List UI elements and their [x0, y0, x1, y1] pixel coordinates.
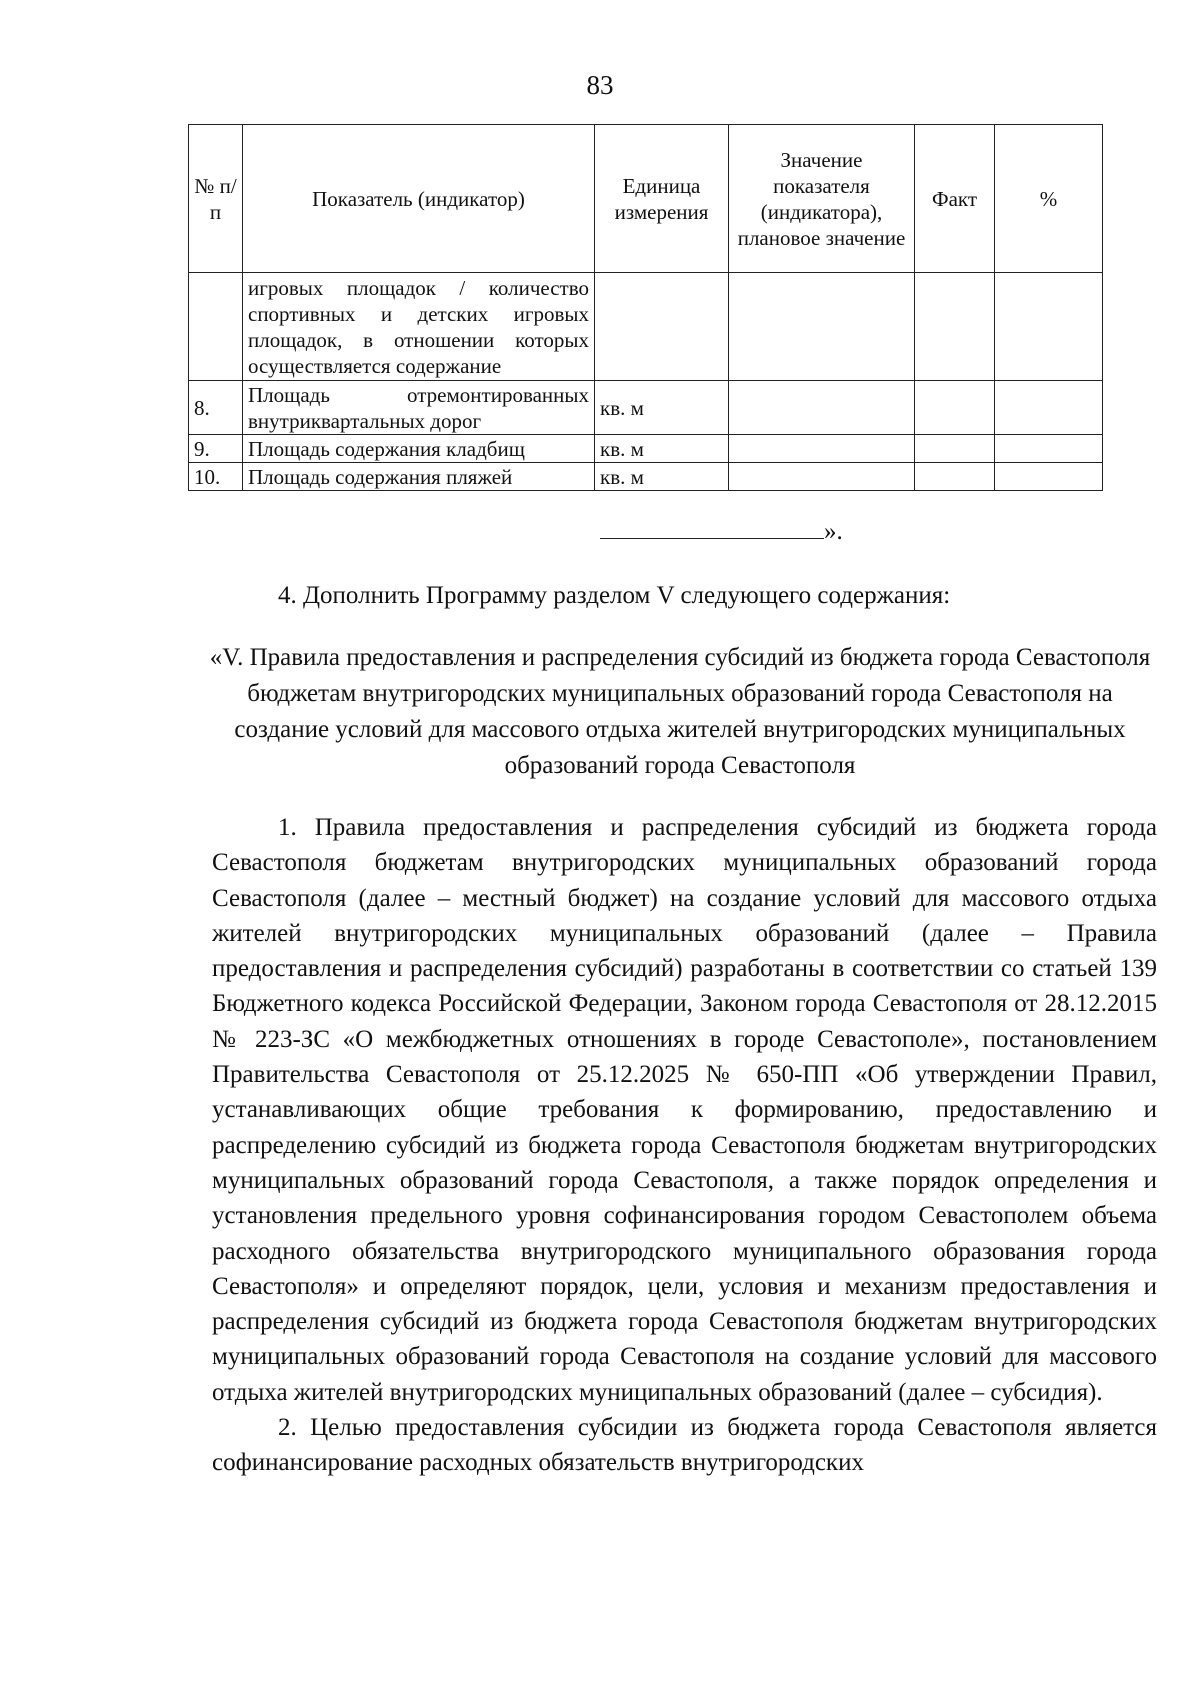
header-fact: Факт: [915, 125, 995, 273]
indicators-table: [188, 124, 1103, 491]
table-header-row: [189, 125, 1103, 273]
header-indicator: Показатель (индикатор): [243, 125, 595, 273]
header-planned: Значение показателя (индикатора), плановое значение: [729, 125, 915, 273]
table-closing-mark: [600, 518, 843, 546]
row-planned: [729, 381, 915, 435]
row-fact: [915, 273, 995, 381]
row-unit: кв. м: [595, 381, 729, 435]
row-fact: [915, 381, 995, 435]
row-planned: [729, 463, 915, 491]
header-num: № п/п: [189, 125, 243, 273]
row-fact: [915, 463, 995, 491]
row-indicator: Площадь содержания пляжей: [243, 463, 595, 491]
body-text: [212, 810, 1157, 1481]
row-num: 8.: [189, 381, 243, 435]
row-planned: [729, 435, 915, 463]
row-percent: [995, 381, 1103, 435]
table-row: [189, 435, 1103, 463]
row-indicator: Площадь содержания кладбищ: [243, 435, 595, 463]
paragraph-2: 2. Целью предоставления субсидии из бюджета города Севастополя является софинансирование расходных обязательств внутригородских: [212, 1414, 1157, 1477]
row-fact: [915, 435, 995, 463]
row-unit: [595, 273, 729, 381]
table-row: [189, 381, 1103, 435]
row-indicator: Площадь отремонтированных внутриквартальных дорог: [243, 381, 595, 435]
amendment-item: 4. Дополнить Программу разделом V следующего содержания:: [278, 582, 951, 609]
row-indicator: игровых площадок / количество спортивных и детских игровых площадок, в отношении которых осуществляется содержание: [243, 273, 595, 381]
row-unit: кв. м: [595, 435, 729, 463]
paragraph-1: 1. Правила предоставления и распределения субсидий из бюджета города Севастополя бюджетам внутригородских муниципальных образований города Севастополя (далее – местный бюджет) на создание условий для массового отдыха жителей внутригородских муниципальных образований (далее – Правила предоставления и распределения субсидий) разработаны в соответствии со статьей 139 Бюджетного кодекса Российской Федерации, Законом города Севастополя от 28.12.2015 № 223-ЗС «О межбюджетных отношениях в городе Севастополе», постановлением Правительства Севастополя от 25.12.2025 № 650-ПП «Об утверждении Правил, устанавливающих общие требования к формированию, предоставлению и распределению субсидий из бюджета города Севастополя бюджетам внутригородских муниципальных образований города Севастополя, а также порядок определения и установления предельного уровня софинансирования городом Севастополем объема расходного обязательства внутригородского муниципального образования города Севастополя» и определяют порядок, цели, условия и механизм предоставления и распределения субсидий из бюджета города Севастополя бюджетам внутригородских муниципальных образований города Севастополя на создание условий для массового отдыха жителей внутригородских муниципальных образований (далее – субсидия).: [212, 814, 1157, 1406]
row-percent: [995, 435, 1103, 463]
table-row: [189, 273, 1103, 381]
row-num: 10.: [189, 463, 243, 491]
page-number: 83: [586, 70, 614, 100]
closing-quote: ».: [824, 518, 843, 545]
header-unit: Единица измерения: [595, 125, 729, 273]
closing-underline: [600, 518, 824, 539]
row-planned: [729, 273, 915, 381]
row-percent: [995, 273, 1103, 381]
table-row: [189, 463, 1103, 491]
row-num: 9.: [189, 435, 243, 463]
section-heading: «V. Правила предоставления и распределения субсидий из бюджета города Севастополя бюджетам внутригородских муниципальных образований города Севастополя на создание условий для массового отдыха жителей внутригородских муниципальных образований города Севастополя: [209, 644, 1151, 779]
row-percent: [995, 463, 1103, 491]
row-unit: кв. м: [595, 463, 729, 491]
row-num: [189, 273, 243, 381]
header-percent: %: [995, 125, 1103, 273]
